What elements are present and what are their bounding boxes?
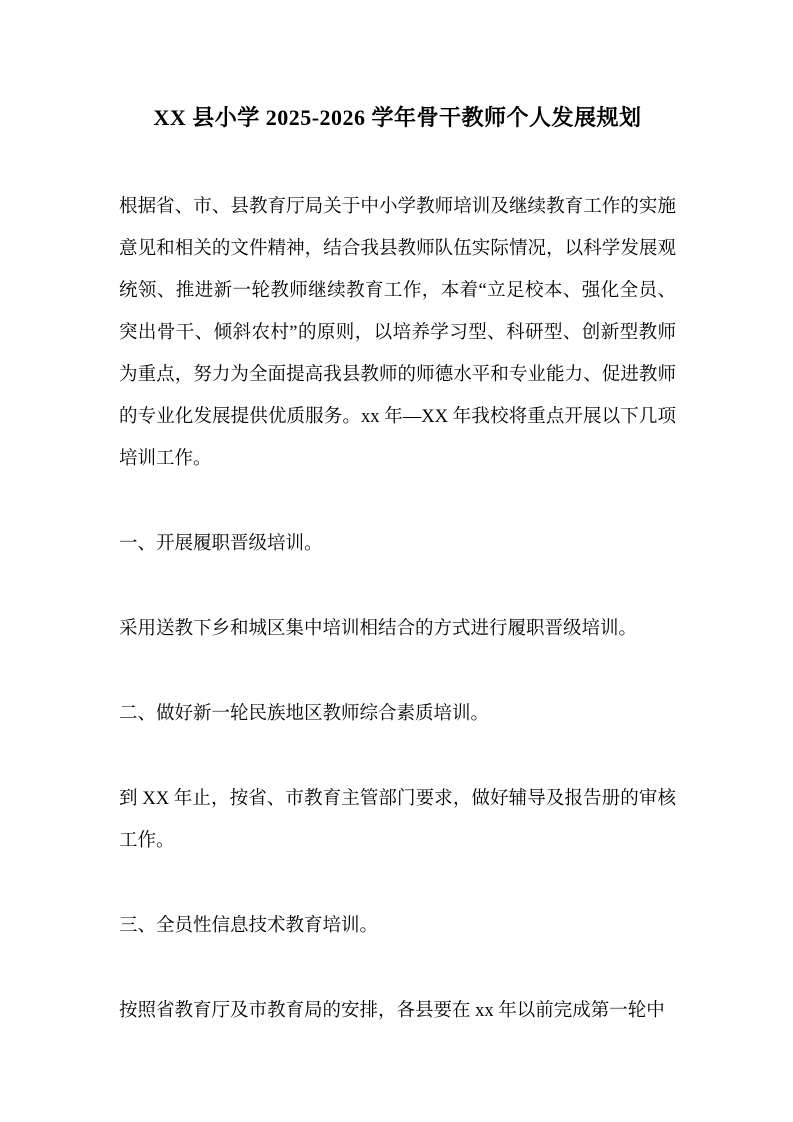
paragraph-section-1-body: 采用送教下乡和城区集中培训相结合的方式进行履职晋级培训。 [119,619,638,639]
paragraph-section-3-body: 按照省教育厅及市教育局的安排，各县要在 xx 年以前完成第一轮中 [119,1001,665,1021]
document-title: XX 县小学 2025-2026 学年骨干教师个人发展规划 [153,105,642,130]
paragraph-intro: 根据省、市、县教育厅局关于中小学教师培训及继续教育工作的实施意见和相关的文件精神，结合我县教师队伍实际情况，以科学发展观统领、推进新一轮教师继续教育工作，本着“立足校本、强化全员、突出骨干、倾斜农村”的原则，以培养学习型、科研型、创新型教师为重点，努力为全面提高我县教师的师德水平和专业能力、促进教师的专业化发展提供优质服务。xx 年—XX 年我校将重点开展以下几项培训工作。 [119,197,676,469]
paragraph-section-2-body: 到 XX 年止，按省、市教育主管部门要求，做好辅导及报告册的审核工作。 [119,789,676,851]
paragraph-section-3-heading: 三、全员性信息技术教育培训。 [119,916,379,936]
paragraph-section-2-heading: 二、做好新一轮民族地区教师综合素质培训。 [119,704,490,724]
paragraph-section-1-heading: 一、开展履职晋级培训。 [119,534,323,554]
